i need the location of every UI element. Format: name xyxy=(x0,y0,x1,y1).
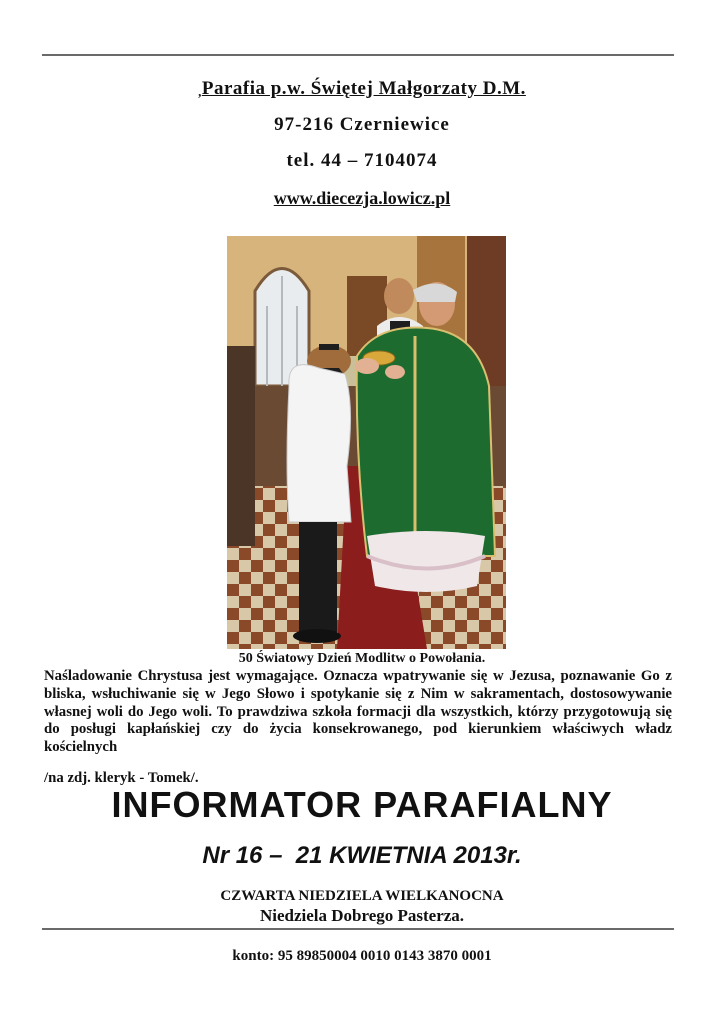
bulletin-title: INFORMATOR PARAFIALNY xyxy=(111,784,613,825)
sunday-label: CZWARTA NIEDZIELA WIELKANOCNA xyxy=(220,888,504,904)
caption-title: 50 Światowy Dzień Modlitw o Powołania. xyxy=(238,651,486,666)
parish-name-text: Parafia p.w. Świętej Małgorzaty D.M. xyxy=(201,78,526,99)
top-rule xyxy=(42,54,674,56)
sunday-name: Niedziela Dobrego Pasterza. xyxy=(259,906,465,925)
parish-website-link[interactable]: www.diecezja.lowicz.pl xyxy=(273,188,451,208)
bank-account: konto: 95 89850004 0010 0143 3870 0001 xyxy=(232,948,492,964)
caption-credit: /na zdj. kleryk - Tomek/. xyxy=(44,770,199,786)
parish-name: ,Parafia p.w. Świętej Małgorzaty D.M. xyxy=(198,78,526,99)
parish-address: 97-216 Czerniewice xyxy=(274,114,450,135)
bottom-rule xyxy=(42,928,674,930)
church-photo xyxy=(227,236,506,649)
church-photo-illustration xyxy=(227,236,506,649)
caption-body: Naśladowanie Chrystusa jest wymagające. Oznacza wpatrywanie się w Jezusa, poznawanie Go z bliska, wsłuchiwanie się w Jego Słowo i spotykanie się z Nim w sakramentach, dostosowywanie własnej woli do Jego woli. To prawdziwa szkoła formacji dla wszystkich, którzy przygotowują się do posługi kapłańskiej czy do życia konsekrowanego, pod kierunkiem właściwych władz kościelnych xyxy=(44,668,672,756)
issue-number-date: Nr 16 – 21 KWIETNIA 2013r. xyxy=(202,842,522,869)
parish-phone: tel. 44 – 7104074 xyxy=(286,150,438,171)
